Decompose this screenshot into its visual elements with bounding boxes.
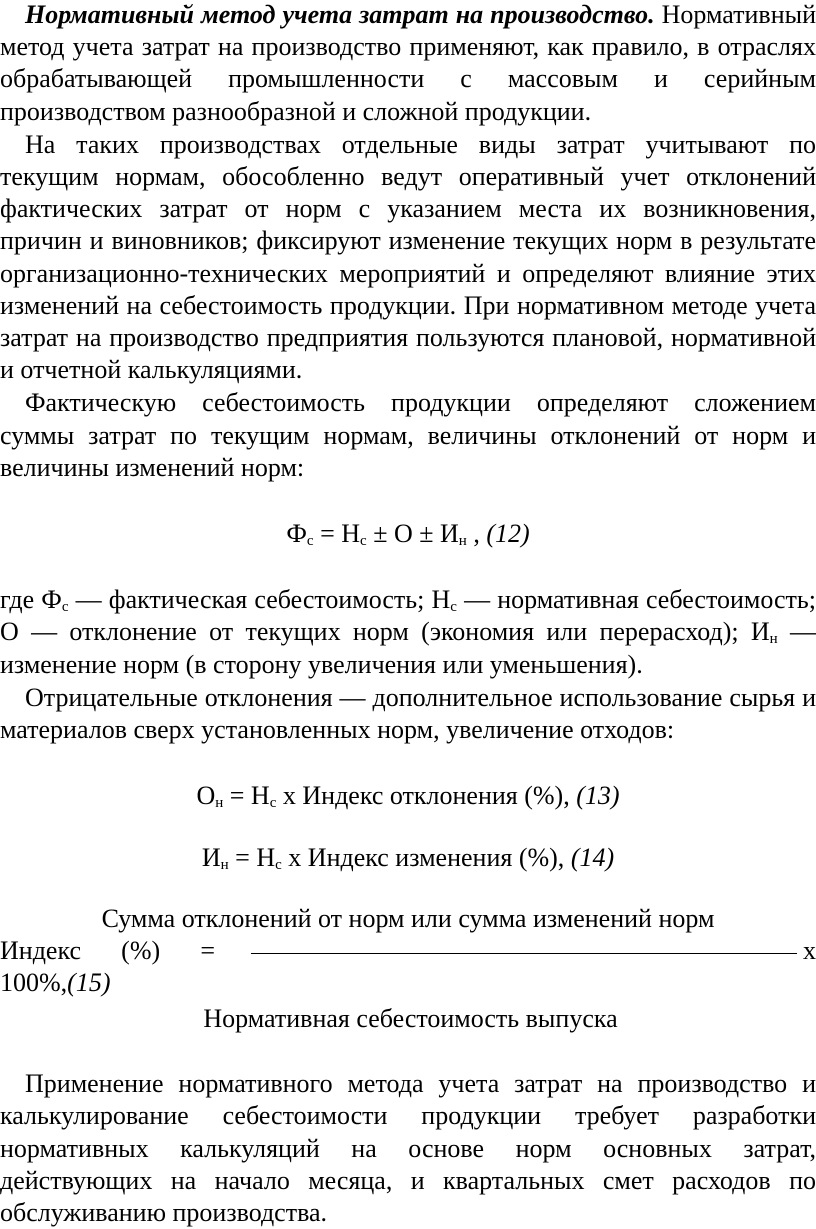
fraction-numerator: Сумма отклонений от норм или сумма изменений норм (101, 903, 715, 933)
fraction-denominator: Нормативная себестоимость выпуска (203, 1004, 618, 1034)
formula-number: (13) (576, 781, 620, 811)
intro-text: Нормативный метод учета затрат на производство применяют, как правило, в отраслях обрабатывающей промышленности с массовым и серийным производством разнообразной и сложной продукции. (0, 0, 816, 126)
paragraph-actual-cost: Фактическую себестоимость продукции определяют сложением суммы затрат по текущим нормам, величины отклонений от норм и величины изменений норм: (0, 388, 816, 482)
formula-number: (12) (486, 519, 530, 549)
formula-13: $О_н = Н_с$ х Индекс отклонения (%), (13) (196, 781, 620, 812)
percent-sign: (%) (121, 935, 161, 965)
fraction-bar (251, 952, 797, 954)
paragraph-negative-deviations: Отрицательные отклонения — дополнительное использование сырья и материалов сверх установленных норм, увеличение отходов: (0, 682, 816, 745)
index-word: Индекс (0, 935, 81, 965)
formula-12-legend: где $Ф_с$ — фактическая себестоимость; $Н_с$ — нормативная себестоимость; О — отклонение от текущих норм (экономия или перерасход); $И_н$ — изменение норм (в сторону увеличения или уменьшения). (0, 585, 816, 679)
equals-sign: = (200, 935, 215, 965)
formula-15-tail: 100%,(15) (0, 967, 111, 997)
formula-15 (0, 903, 816, 1036)
intro-paragraph (0, 0, 816, 128)
fraction-row (0, 935, 816, 967)
paragraph-application: Применение нормативного метода учета затрат на производство и калькулирование себестоимости продукции требует разработки нормативных калькуляций на основе норм основных затрат, действующих на начало месяца, и квартальных смет расходов по обслуживанию производства. (0, 1069, 816, 1228)
formula-number: (14) (570, 843, 615, 873)
paragraph-norm-accounting: На таких производствах отдельные виды затрат учитывают по текущим нормам, обособленно ведут оперативный учет отклонений фактических затрат от норм с указанием места их возникновения, причин и виновников; фиксируют изменение текущих норм в результате организационно-технических мероприятий и определяют влияние этих изменений на себестоимость продукции. При нормативном методе учета затрат на производство предприятия пользуются плановой, нормативной и отчетной калькуляциями. (0, 129, 816, 385)
section-heading: Нормативный метод учета затрат на производство. (25, 0, 655, 29)
formula-14: $И_н = Н_с$ х Индекс изменения (%), (14) (201, 843, 615, 874)
formula-number: (15) (67, 967, 111, 997)
formula-12: $Ф_с = Н_с \pm О \pm И_н$ , (12) (286, 519, 530, 550)
times-sign: х (803, 935, 816, 965)
